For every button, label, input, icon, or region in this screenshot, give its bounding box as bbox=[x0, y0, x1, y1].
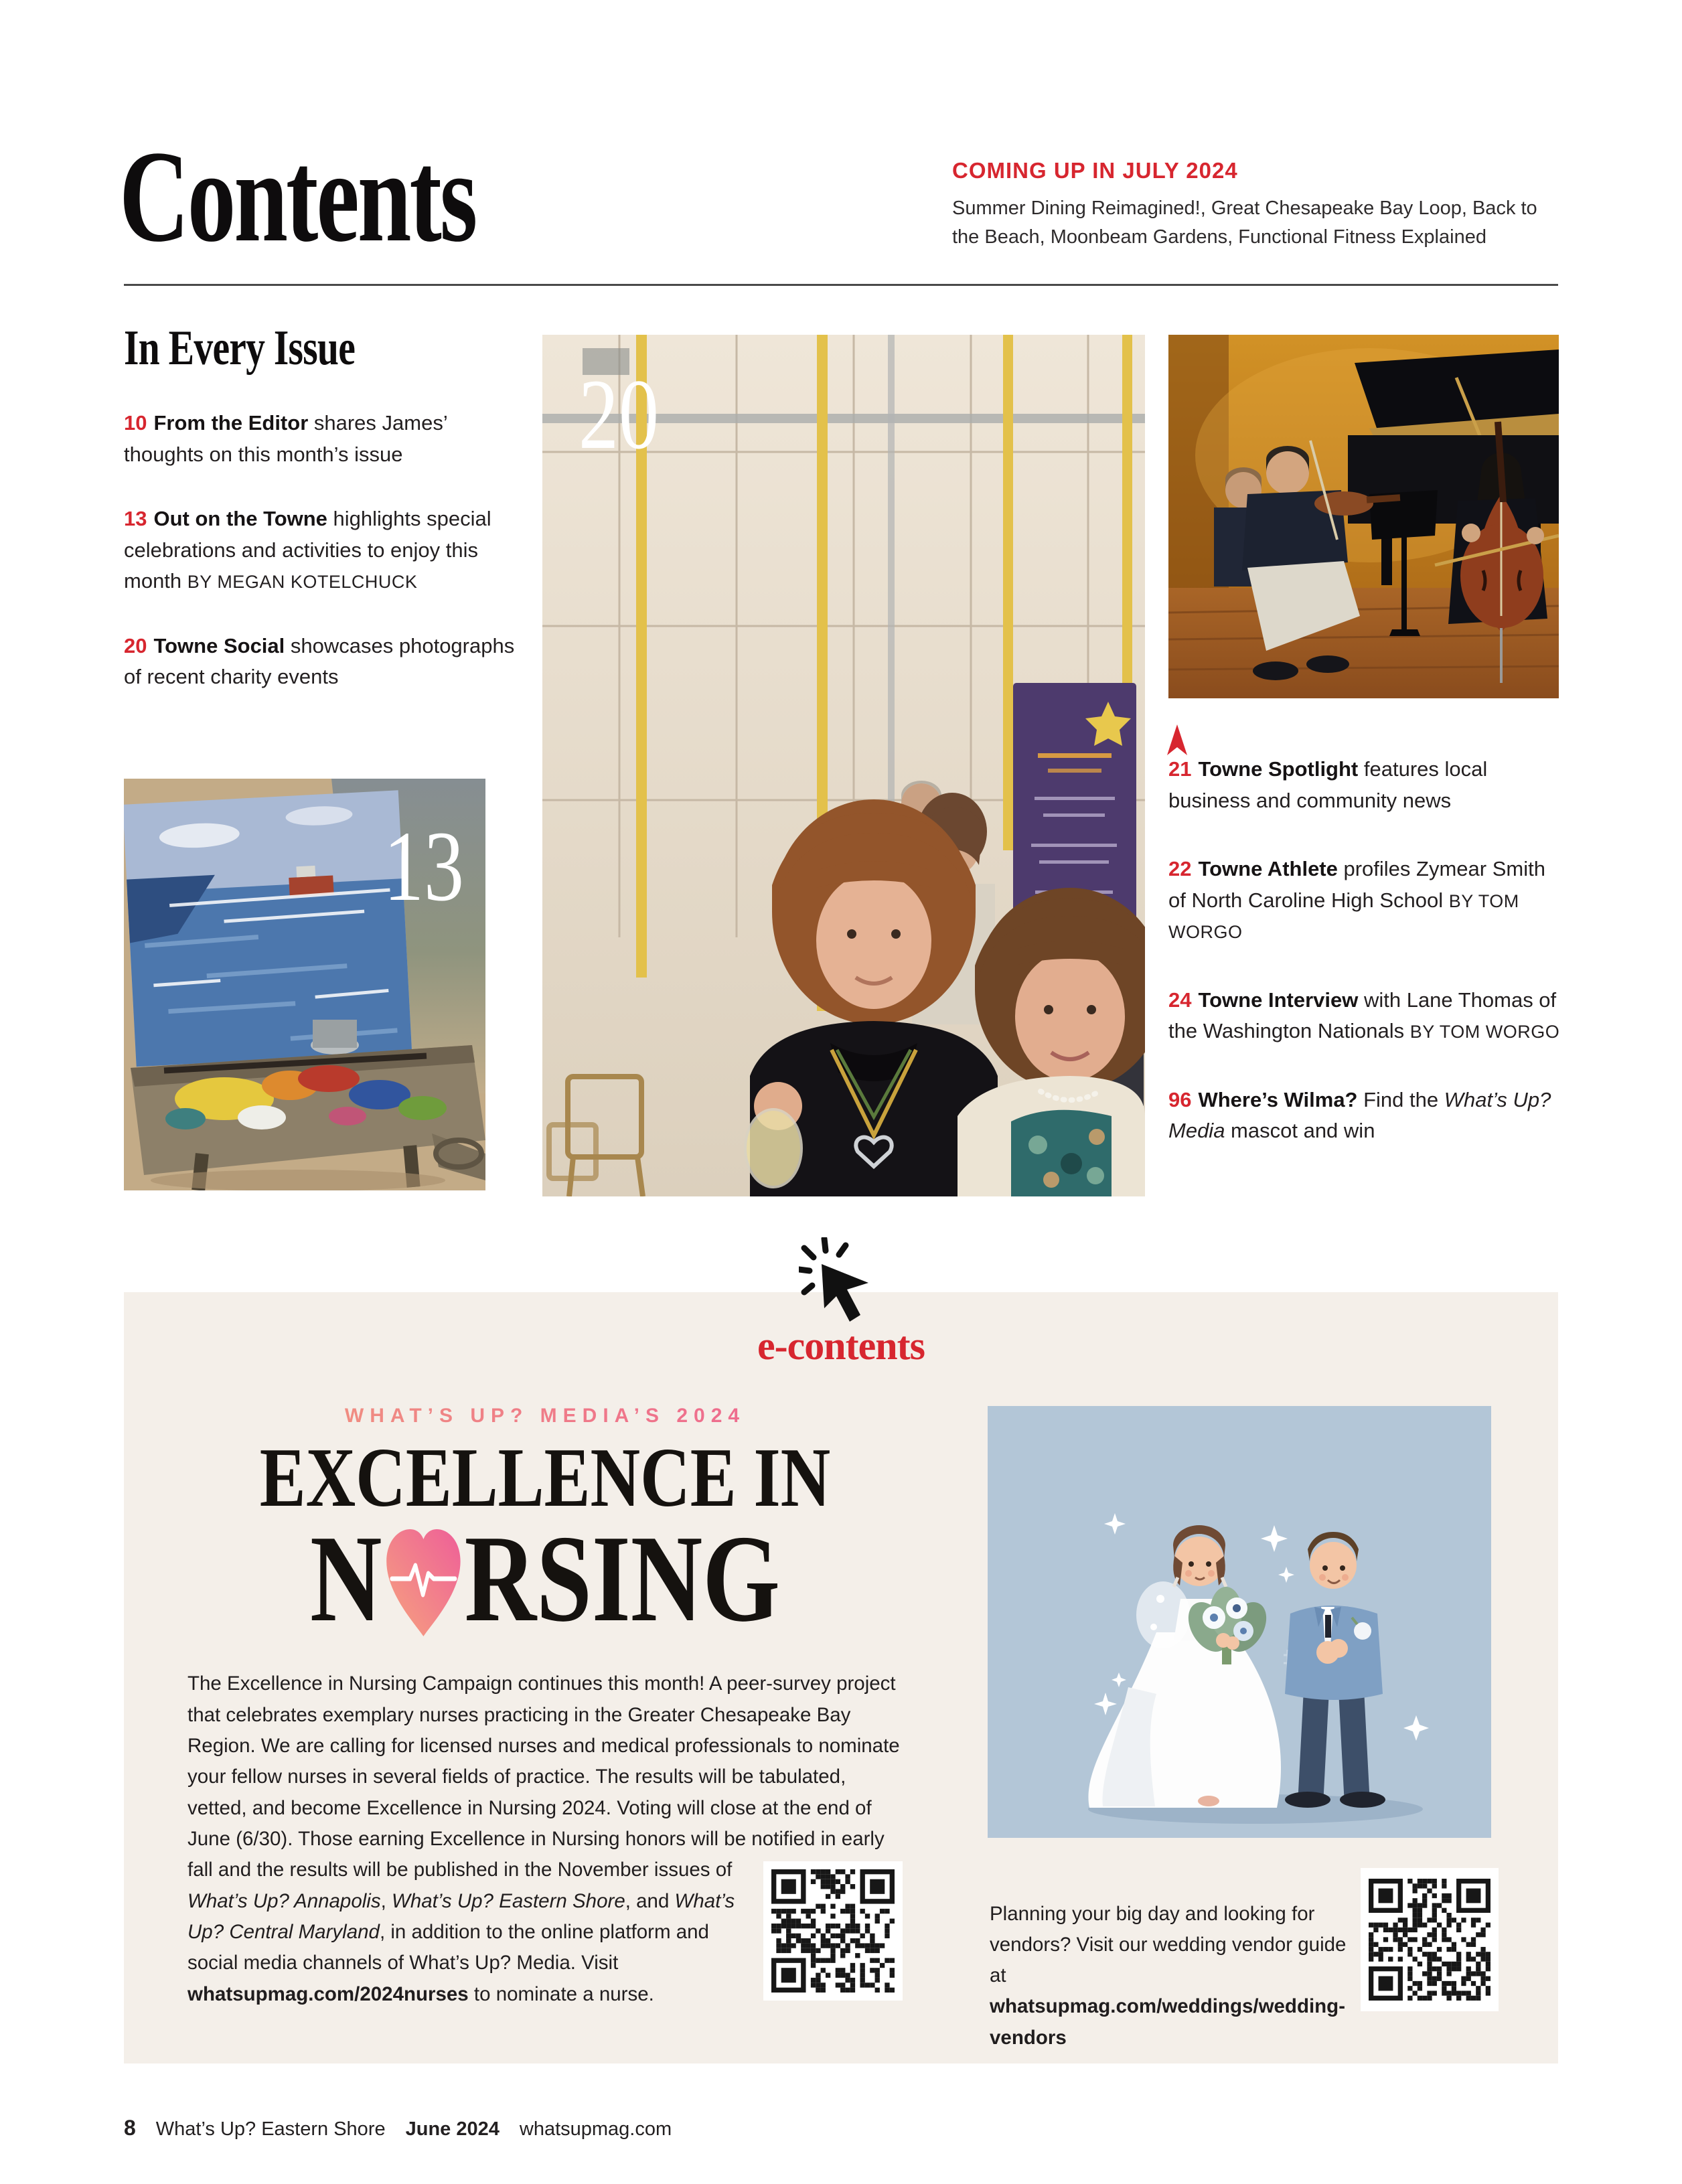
paragraph-text: , and bbox=[625, 1889, 675, 1912]
magazine-title-italic: What’s Up? Central Maryland bbox=[187, 1889, 735, 1943]
paragraph-text: , in addition to the online platform and social media channels of What’s Up? Media. Visit bbox=[187, 1920, 709, 1974]
wedding-illustration bbox=[988, 1406, 1491, 1838]
magazine-title-italic: What’s Up? Annapolis bbox=[187, 1889, 381, 1912]
toc-entry-22[interactable] bbox=[1168, 854, 1568, 947]
nursing-paragraph bbox=[187, 1668, 903, 2009]
e-contents-heading: e-contents bbox=[757, 1324, 925, 1368]
entry-byline: BY TOM WORGO bbox=[1409, 1022, 1560, 1042]
paragraph-text: to nominate a nurse. bbox=[468, 1982, 654, 2005]
entry-text: mascot and win bbox=[1225, 1119, 1375, 1142]
entry-title: Where’s Wilma? bbox=[1198, 1087, 1358, 1111]
toc-entries bbox=[124, 408, 528, 693]
toc-entry-21[interactable] bbox=[1168, 754, 1568, 816]
entry-title: Towne Interview bbox=[1198, 988, 1359, 1012]
wedding-url-link[interactable]: whatsupmag.com/weddings/wedding-vendors bbox=[990, 1995, 1346, 2049]
entry-text: profiles Zymear Smith of North Caroline High School bbox=[1168, 857, 1545, 912]
coming-up-heading: COMING UP IN JULY 2024 bbox=[952, 158, 1238, 183]
entry-title: Towne Spotlight bbox=[1198, 757, 1359, 781]
nursing-headline-line2 bbox=[259, 1509, 831, 1648]
entry-page-number: 24 bbox=[1168, 988, 1192, 1012]
nurses-url-link[interactable]: whatsupmag.com/2024nurses bbox=[187, 1982, 469, 2005]
nursing-campaign-block bbox=[187, 1405, 903, 2029]
footer-issue-date: June 2024 bbox=[405, 2118, 500, 2140]
entry-page-number: 96 bbox=[1168, 1087, 1192, 1111]
up-arrow-icon bbox=[1166, 724, 1188, 757]
entry-title: Towne Social bbox=[153, 633, 285, 657]
paragraph-text: Planning your big day and looking for vendors? Visit our wedding vendor guide at bbox=[990, 1902, 1347, 1987]
nursing-headline-rest: RSING bbox=[464, 1509, 780, 1648]
folio-page-number: 8 bbox=[124, 2116, 136, 2140]
coming-up-description: Summer Dining Reimagined!, Great Chesapeake Bay Loop, Back to the Beach, Moonbeam Gardens, Functional Fitness Explained bbox=[952, 198, 1537, 248]
entry-page-number: 20 bbox=[124, 633, 147, 657]
entry-title: Towne Athlete bbox=[1198, 857, 1338, 880]
entry-text: showcases photographs of recent charity events bbox=[124, 633, 515, 688]
nursing-headline-line1: EXCELLENCE IN bbox=[259, 1431, 831, 1525]
paragraph-text: will be published in the November issues of bbox=[353, 1859, 733, 1881]
wedding-vendor-blurb bbox=[990, 1899, 1357, 2054]
header-divider bbox=[124, 284, 1558, 286]
entry-byline: BY MEGAN KOTELCHUCK bbox=[187, 572, 418, 592]
section-heading: In Every Issue bbox=[124, 321, 356, 376]
seascape-canvas bbox=[124, 790, 412, 1067]
footer-magazine-name: What’s Up? Eastern Shore bbox=[155, 2118, 386, 2140]
entry-title: From the Editor bbox=[153, 411, 309, 435]
entry-title: Out on the Towne bbox=[153, 507, 327, 530]
footer-website: whatsupmag.com bbox=[519, 2118, 672, 2140]
out-on-towne-photo bbox=[124, 779, 485, 1190]
paragraph-text: The Excellence in Nursing Campaign continues this month! A peer-survey project that celebrates exemplary nurses practicing in the Greater Chesapeake Bay Region. We are calling for licensed nurses and medical professionals to nominate your fellow nurses in several fields of practice. The results will be tabulated, vetted, and become Excellence in Nursing 2024. Voting will close at the end of June (6/30). Those earning Excellence in Nursing honors will be notified in early fall and the results bbox=[187, 1672, 900, 1881]
chamber-trio-photo-illustration bbox=[1168, 335, 1559, 698]
in-every-issue-column bbox=[124, 320, 528, 726]
toc-entry-10[interactable] bbox=[124, 408, 528, 470]
towne-social-photo bbox=[542, 335, 1145, 1196]
toc-entry-20[interactable] bbox=[124, 631, 528, 693]
entry-text: features local business and community news bbox=[1168, 757, 1488, 812]
page-footer bbox=[124, 2116, 672, 2140]
entry-page-number: 22 bbox=[1168, 857, 1192, 880]
qr-code-nurses[interactable] bbox=[763, 1861, 903, 2001]
toc-entry-13[interactable] bbox=[124, 503, 528, 597]
paragraph-text: , bbox=[380, 1889, 392, 1912]
entry-text: highlights special celebrations and activities to enjoy this month bbox=[124, 507, 491, 593]
magazine-title-italic: What’s Up? Eastern Shore bbox=[392, 1889, 625, 1912]
entry-byline: BY TOM WORGO bbox=[1168, 890, 1519, 942]
entry-page-number: 21 bbox=[1168, 757, 1192, 781]
photo-page-number: 20 bbox=[579, 359, 659, 470]
photo-page-number: 13 bbox=[384, 811, 464, 922]
entry-text: Find the bbox=[1357, 1087, 1444, 1111]
entry-text: with Lane Thomas of the Washington Nationals bbox=[1168, 988, 1557, 1042]
toc-entry-96[interactable] bbox=[1168, 1085, 1568, 1147]
towne-spotlight-photo bbox=[1168, 335, 1559, 698]
nursing-kicker: WHAT’S UP? MEDIA’S 2024 bbox=[187, 1405, 903, 1427]
page-title: Contents bbox=[119, 124, 476, 269]
coming-up-block bbox=[952, 158, 1561, 252]
features-column bbox=[1168, 754, 1568, 1184]
toc-entry-24[interactable] bbox=[1168, 985, 1568, 1047]
qr-code-weddings[interactable] bbox=[1361, 1868, 1499, 2011]
entry-page-number: 10 bbox=[124, 411, 147, 435]
entry-page-number: 13 bbox=[124, 507, 147, 530]
entry-text: shares James’ thoughts on this month’s issue bbox=[124, 411, 447, 466]
nursing-headline-n: N bbox=[310, 1509, 382, 1648]
nursing-heart-icon bbox=[383, 1524, 463, 1638]
entry-text-italic: What’s Up? Media bbox=[1168, 1087, 1551, 1142]
